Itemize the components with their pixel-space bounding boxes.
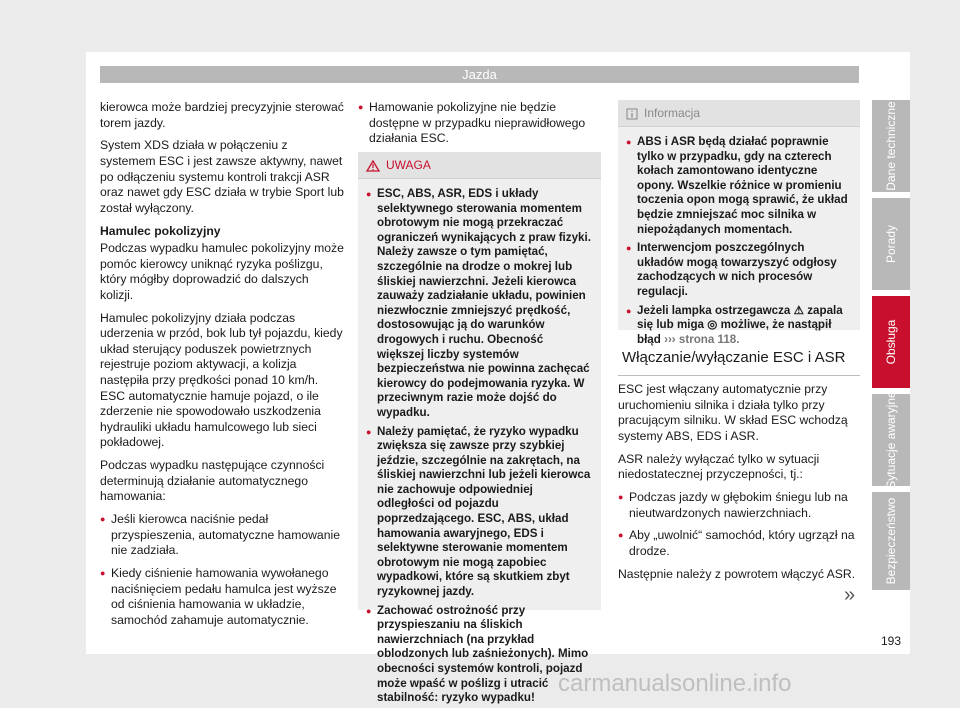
tab-bezpieczenstwo[interactable] bbox=[872, 492, 910, 590]
paragraph: ESC jest włączany automatycznie przy uruchomieniu silnika i działa tylko przy pracującym silniku. W skład ESC wchodzą systemy ABS, EDS i ASR. bbox=[618, 382, 848, 443]
warning-title: UWAGA bbox=[386, 158, 431, 172]
bullet-item: ● ABS i ASR będą działać poprawnie tylko w przypadku, gdy na czterech kołach zamontowano identyczne opony. Wszelkie różnice w promieniu toczenia opon mogą sprawić, że układ będzie zmniejszać moc silnika w niepożądanych momentach. bbox=[626, 135, 852, 237]
tab-dane-techniczne[interactable] bbox=[872, 100, 910, 192]
column-1 bbox=[100, 100, 345, 636]
tab-label: Sytuacje awaryjne bbox=[884, 391, 898, 489]
blink-lamp-icon: ◎ bbox=[707, 318, 718, 332]
page-number: 193 bbox=[880, 634, 902, 648]
warning-triangle-icon bbox=[366, 160, 380, 172]
bullet-item: ● Podczas jazdy w głębokim śniegu lub na nieutwardzonych nawierzchniach. bbox=[618, 490, 860, 521]
paragraph: System XDS działa w połączeniu z systemem ESC i jest zawsze aktywny, nawet po odłączeniu systemu kontroli trakcji ASR oraz nawet gdy ESC działa w trybie Sport lub został wyłączony. bbox=[100, 138, 344, 215]
warning-lamp-icon: ⚠ bbox=[793, 303, 805, 317]
warning-body bbox=[358, 179, 601, 706]
tab-label: Dane techniczne bbox=[884, 101, 898, 191]
tab-label: Porady bbox=[884, 224, 898, 264]
tab-label: Obsługa bbox=[884, 319, 898, 365]
text: Jeżeli lampka ostrzegawcza bbox=[637, 303, 791, 317]
info-icon bbox=[626, 108, 638, 120]
warning-box bbox=[358, 152, 601, 705]
watermark: carmanualsonline.info bbox=[558, 670, 792, 697]
bullet-item: ● Należy pamiętać, że ryzyko wypadku zwiększa się zawsze przy szybkiej jeździe, szczególnie na zakrętach, na śliskiej nawierzchni lub jeżeli kierowca nie zachowuje odpowiedniej odległości od pojazdu poprzedzającego. ESC, ABS, układ hamowania awaryjnego, EDS i selektywne sterowanie momentem obrotowym nie mogą zapobiec wypadkowi, które są skutkiem zbyt ryzykownej jazdy. bbox=[366, 425, 593, 600]
tab-porady[interactable] bbox=[872, 198, 910, 290]
bullet-item: ● Aby „uwolnić“ samochód, który ugrzązł na drodze. bbox=[618, 528, 860, 559]
tab-sytuacje-awaryjne[interactable] bbox=[872, 391, 910, 489]
text: zapala się lub miga bbox=[637, 303, 843, 332]
paragraph: Hamulec pokolizyjny działa podczas uderzenia w przód, bok lub tył pojazdu, kiedy układ sterujący poduszek powietrznych rejestruje poziom aktywacji, a kolizja następiła przy prędkości ponad 10 km/h. ESC automatycznie hamuje pojazd, o ile zderzenie nie spowodowało uszkodzenia hydrauliki układu hamulcowego lub sieci pokładowej. bbox=[100, 310, 343, 450]
paragraph: Podczas wypadku następujące czynności determinują działanie automatycznego hamowania: bbox=[100, 458, 325, 504]
info-box bbox=[618, 100, 860, 346]
bullet-item: ● Zachować ostrożność przy przyspieszaniu na śliskich nawierzchniach (na przykład oblodzonych lub zaśnieżonych). Mimo obecności systemów kontroli, pojazd może wpaść w poślizg i utracić stabilność: ryzyko wypadku! bbox=[366, 604, 593, 706]
bullet-item: ● Jeśli kierowca naciśnie pedał przyspieszenia, automatyczne hamowanie nie zadziała. bbox=[100, 512, 345, 559]
text: możliwe, że nastąpił błąd bbox=[637, 318, 832, 346]
info-body bbox=[618, 127, 860, 347]
tab-label: Bezpieczeństwo bbox=[884, 497, 898, 585]
section-title: Włączanie/wyłączanie ESC i ASR bbox=[618, 340, 860, 376]
bullet-item: ● ESC, ABS, ASR, EDS i układy selektywnego sterowania momentem obrotowym nie mogą przekraczać ograniczeń wynikających z praw fizyki. Należy zawsze o tym pamiętać, szczególnie na drodze o mokrej lub śliskiej nawierzchni. Jeżeli kierowca zauważy zadziałanie układu, powinien niezwłocznie zmniejszyć prędkość, dostosowując ją do warunków drogowych i ruchu. Obecność większej liczby systemów bezpieczeństwa nie powinna zachęcać kierowcy do podejmowania ryzyka. W przeciwnym razie może dojść do wypadku. bbox=[366, 187, 593, 421]
paragraph: Podczas wypadku hamulec pokolizyjny może pomóc kierowcy uniknąć ryzyka poślizgu, który mógłby doprowadzić do dalszych kolizji. bbox=[100, 241, 344, 302]
page-reference-link[interactable]: ››› strona 118. bbox=[664, 332, 740, 346]
bullet-item: ● Hamowanie pokolizyjne nie będzie dostępne w przypadku nieprawidłowego działania ESC. bbox=[358, 100, 601, 147]
paragraph: ASR należy wyłączać tylko w sytuacji niedostatecznej przyczepności, tj.: bbox=[618, 451, 820, 482]
column-2 bbox=[358, 100, 601, 154]
bullet-item: ● Kiedy ciśnienie hamowania wywołanego naciśnięciem pedału hamulca jest wyższe od ciśnienia hamowania w układzie, samochód zahamuje automatycznie. bbox=[100, 566, 345, 628]
info-header bbox=[618, 100, 860, 127]
paragraph: kierowca może bardziej precyzyjnie sterować torem jazdy. bbox=[100, 100, 344, 130]
tab-obsluga[interactable] bbox=[872, 296, 910, 388]
continue-arrow-icon: » bbox=[844, 584, 856, 606]
bullet-item: ● Interwencjom poszczególnych układów mogą towarzyszyć odgłosy zachodzących w nich procesów regulacji. bbox=[626, 241, 852, 299]
paragraph: Następnie należy z powrotem włączyć ASR. bbox=[618, 566, 856, 581]
info-title: Informacja bbox=[644, 106, 701, 120]
warning-header bbox=[358, 152, 601, 179]
page-header: Jazda bbox=[100, 66, 859, 83]
column-3-text bbox=[618, 382, 860, 589]
section-heading: Hamulec pokolizyjny bbox=[100, 223, 221, 238]
